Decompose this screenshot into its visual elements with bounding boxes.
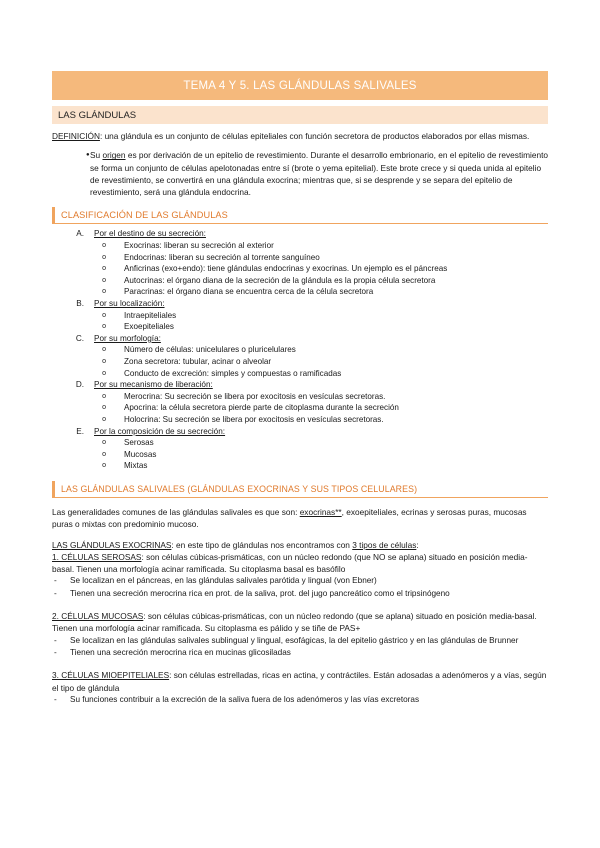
mucosas-paragraph [52, 610, 548, 635]
mioepiteliales-text: : son células estrelladas, ricas en actina, y contráctiles. Están adosadas a adenómeros y a vías, según el tipo de glándula [52, 670, 547, 693]
dash-item-text: Tienen una secreción merocrina rica en mucinas glicosiladas [70, 647, 291, 657]
classification-item [52, 356, 548, 368]
group-letter: A. [76, 229, 84, 239]
sub-bullet-icon: o [102, 346, 106, 354]
classification-item-text: Merocrina: Su secreción se libera por exocitosis en vesículas secretoras. [124, 391, 386, 401]
sub-bullet-icon: o [102, 439, 106, 447]
classification-item-text: Mucosas [124, 449, 157, 459]
group-letter: B. [76, 299, 84, 309]
dash-icon: - [54, 635, 57, 645]
sub-bullet-icon: o [102, 450, 106, 458]
origin-text: es por derivación de un epitelio de revestimiento. Durante el desarrollo embrionario, en el epitelio de revestimiento se forma un conjunto de células apelotonadas entre sí (brote o yema epitelial). Este brote crece y si queda unida al epitelio de revestimiento, se convertirá en una glándula exocrina; mientras que, si se desprende y se separa del epitelio de revestimiento, será una glándula endocrina. [90, 150, 548, 198]
classification-item-text: Autocrinas: el órgano diana de la secreción de la glándula es la propia célula secretora [124, 275, 436, 285]
serosas-list [52, 575, 548, 600]
sub-bullet-icon: o [102, 311, 106, 319]
sub-bullet-icon: o [102, 323, 106, 331]
classification-item-text: Intraepiteliales [124, 310, 177, 320]
classification-item [52, 460, 548, 472]
intro-pre: Las generalidades comunes de las glándulas salivales es que son: [52, 506, 300, 517]
group-label: Por el destino de su secreción: [94, 229, 206, 239]
document-page [52, 71, 548, 706]
serosas-paragraph [52, 551, 548, 576]
definition-paragraph [52, 130, 548, 142]
exocrinas-label: LAS GLÁNDULAS EXOCRINAS [52, 539, 172, 550]
dash-item-text: Se localizan en el páncreas, en las glándulas salivales parótida y lingual (von Ebner) [70, 576, 377, 586]
classification-group [52, 426, 548, 438]
classification-item-text: Mixtas [124, 461, 148, 471]
classification-item [52, 391, 548, 403]
page-title: TEMA 4 Y 5. LAS GLÁNDULAS SALIVALES [183, 79, 417, 92]
sub-bullet-icon: o [102, 369, 106, 377]
sub-bullet-icon: o [102, 462, 106, 470]
classification-group [52, 333, 548, 345]
title-bar [52, 71, 548, 100]
classification-group [52, 298, 548, 310]
mioepiteliales-paragraph [52, 669, 548, 694]
classification-item-text: Zona secretora: tubular, acinar o alveolar [124, 357, 272, 367]
classification-item [52, 437, 548, 449]
dash-item [52, 635, 548, 647]
classification-item-text: Exocrinas: liberan su secreción al exterior [124, 241, 274, 251]
mioepiteliales-label: 3. CÉLULAS MIOEPITELIALES [52, 670, 170, 681]
origin-link: origen [102, 150, 126, 161]
classification-item-text: Holocrina: Su secreción se libera por exocitosis en vesículas secretoras. [124, 414, 384, 424]
classification-item [52, 240, 548, 252]
group-letter: E. [76, 426, 84, 436]
classification-group [52, 228, 548, 240]
classification-item [52, 368, 548, 380]
mucosas-label: 2. CÉLULAS MUCOSAS [52, 611, 144, 622]
serosas-text: : son células cúbicas-prismáticas, con un núcleo redondo (que NO se aplana) situado en posición media-basal. Tienen una morfología acinar ramificada. Su citoplasma basal es basófilo [52, 551, 528, 575]
dash-item [52, 588, 548, 600]
classification-item [52, 286, 548, 298]
group-label: Por su mecanismo de liberación: [94, 380, 213, 390]
group-label: Por su localización: [94, 299, 165, 309]
exocrinas-end: : [416, 539, 419, 550]
group-letter: D. [75, 380, 84, 390]
tipos-link: 3 tipos de células [352, 539, 417, 550]
classification-group [52, 379, 548, 391]
dash-icon: - [54, 647, 57, 657]
classification-item [52, 321, 548, 333]
section-heading-text: CLASIFICACIÓN DE LAS GLÁNDULAS [61, 210, 228, 221]
sub-bullet-icon: o [102, 288, 106, 296]
classification-list [52, 228, 548, 471]
sub-bullet-icon: o [102, 242, 106, 250]
classification-item [52, 310, 548, 322]
dash-item [52, 694, 548, 706]
mucosas-list [52, 635, 548, 660]
sub-bullet-icon: o [102, 392, 106, 400]
origin-bullet [52, 149, 548, 198]
classification-item [52, 344, 548, 356]
dash-item-text: Su funciones contribuir a la excreción de la saliva fuera de los adenómeros y las vías excretoras [70, 694, 420, 704]
classification-item [52, 449, 548, 461]
sub-bullet-icon: o [102, 265, 106, 273]
section-heading-glandulas [52, 106, 548, 124]
classification-item [52, 252, 548, 264]
exocrinas-link: exocrinas** [299, 506, 342, 517]
classification-item-text: Conducto de excreción: simples y compuestas o ramificadas [124, 368, 342, 378]
group-letter: C. [75, 333, 84, 343]
dash-icon: - [54, 576, 57, 586]
definition-text: : una glándula es un conjunto de células epiteliales con función secretora de productos elaborados por ellas mismas. [99, 131, 530, 141]
group-label: Por la composición de su secreción: [94, 426, 226, 436]
intro-post: , exoepiteliales, ecrinas y serosas puras, mucosas puras o mixtas con predominio mucoso. [52, 506, 527, 530]
dash-icon: - [54, 588, 57, 598]
salivales-intro [52, 506, 548, 531]
section-heading-clasificacion [52, 207, 548, 224]
classification-item-text: Endocrinas: liberan su secreción al torrente sanguíneo [124, 252, 320, 262]
classification-item-text: Número de células: unicelulares o pluricelulares [124, 345, 296, 355]
group-label: Por su morfología: [94, 333, 161, 343]
dash-item [52, 647, 548, 659]
classification-item [52, 402, 548, 414]
classification-item-text: Apocrina: la célula secretora pierde parte de citoplasma durante la secreción [124, 403, 399, 413]
serosas-label: 1. CÉLULAS SEROSAS [52, 551, 142, 562]
exocrinas-paragraph [52, 539, 548, 551]
exocrinas-mid: : en este tipo de glándulas nos encontramos con [171, 539, 353, 550]
sub-bullet-icon: o [102, 404, 106, 412]
bullet-icon: ● [86, 152, 90, 159]
classification-item-text: Paracrinas: el órgano diana se encuentra cerca de la célula secretora [124, 287, 374, 297]
section-heading-text: LAS GLÁNDULAS [58, 109, 137, 121]
definition-label: DEFINICIÓN [52, 131, 100, 141]
classification-item [52, 263, 548, 275]
section-heading-salivales [52, 481, 548, 498]
sub-bullet-icon: o [102, 358, 106, 366]
section-heading-text: LAS GLÁNDULAS SALIVALES (GLÁNDULAS EXOCRINAS Y SUS TIPOS CELULARES) [61, 483, 418, 494]
sub-bullet-icon: o [102, 276, 106, 284]
sub-bullet-icon: o [102, 253, 106, 261]
sub-bullet-icon: o [102, 415, 106, 423]
dash-item-text: Se localizan en las glándulas salivales sublingual y lingual, esofágicas, la del epitelio gástrico y en las glándulas de Brunner [70, 635, 519, 645]
dash-item [52, 575, 548, 587]
mucosas-text: : son células cúbicas-prismáticas, con un núcleo redondo (que se aplana) situado en posición media-basal. Tienen una morfología acinar ramificada. Su citoplasma es pálido y se tiñe de PAS+ [52, 611, 537, 634]
bullet-pre: Su [90, 150, 103, 161]
classification-item [52, 275, 548, 287]
classification-item-text: Exoepiteliales [124, 322, 174, 332]
mioepiteliales-list [52, 694, 548, 706]
dash-icon: - [54, 694, 57, 704]
dash-item-text: Tienen una secreción merocrina rica en prot. de la saliva, prot. del jugo pancreático como el tripsinógeno [70, 588, 450, 598]
classification-item [52, 414, 548, 426]
classification-item-text: Serosas [124, 438, 154, 448]
classification-item-text: Anficrinas (exo+endo): tiene glándulas endocrinas y exocrinas. Un ejemplo es el páncreas [124, 264, 448, 274]
